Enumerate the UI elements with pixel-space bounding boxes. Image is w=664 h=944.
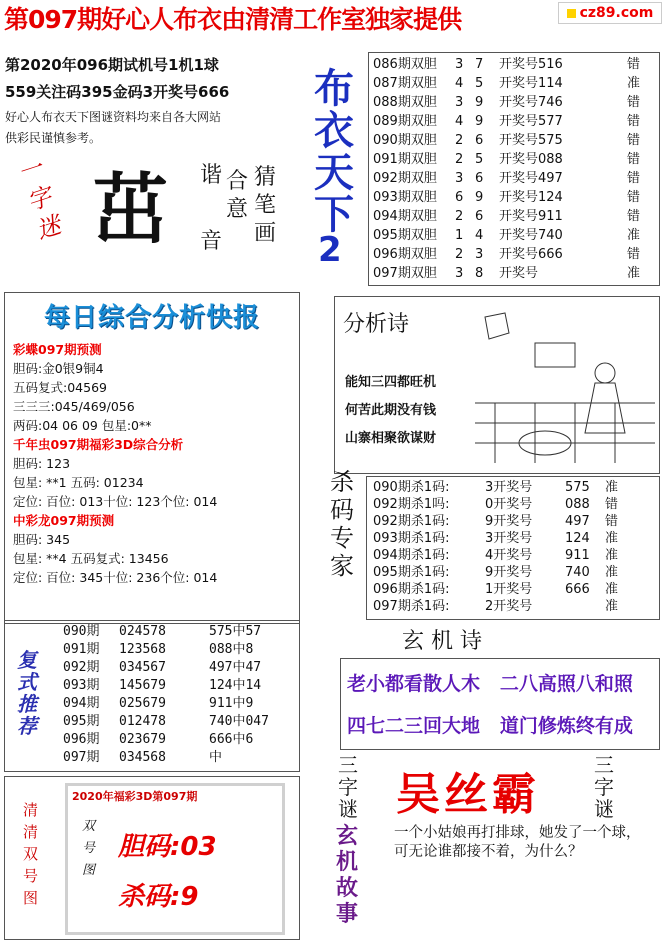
fushi-period: 092期 (63, 660, 100, 675)
dan-b: 7 (475, 57, 484, 72)
riddle-label-box (8, 153, 68, 280)
right-riddle-label: 三字谜 (594, 753, 614, 821)
shama-digit: 4开奖号 (485, 548, 533, 563)
period-label: 092期双胆 (373, 171, 437, 186)
fushi-result: 740中047 (209, 714, 269, 729)
shama-draw: 497 (565, 514, 590, 529)
draw-number: 开奖号740 (499, 228, 563, 243)
period-label: 086期双胆 (373, 57, 437, 72)
period-label: 090期双胆 (373, 133, 437, 148)
fushi-row (63, 677, 269, 695)
shuanghao-box-title: 2020年福彩3D第097期 (72, 790, 198, 803)
fushi-period: 096期 (63, 732, 100, 747)
shama-mark: 准 (605, 599, 619, 614)
dan-b: 4 (475, 228, 484, 243)
hint-char: 猜 (254, 165, 277, 190)
xuanji-panel (340, 658, 660, 750)
riddle-story-panel (334, 752, 658, 940)
fushi-result: 088中8 (209, 642, 254, 657)
dan-a: 3 (455, 95, 464, 110)
fushi-result: 666中6 (209, 732, 254, 747)
shama-draw: 124 (565, 531, 590, 546)
fushi-code: 023679 (119, 732, 166, 747)
shuangdan-row (373, 131, 655, 150)
shuangdan-row (373, 207, 655, 226)
period-label: 091期双胆 (373, 152, 437, 167)
dan-a: 3 (455, 57, 464, 72)
fushi-row (63, 749, 269, 767)
hint-col-2 (226, 168, 250, 224)
shama-mark: 准 (605, 548, 619, 563)
fushi-result: 497中47 (209, 660, 262, 675)
shama-row (373, 530, 653, 547)
shama-mark: 错 (605, 497, 619, 512)
hint-col-1 (254, 164, 278, 248)
shama-period: 094期杀1码: (373, 548, 450, 563)
dan-b: 9 (475, 95, 484, 110)
fushi-period: 097期 (63, 750, 100, 765)
hint-char: 意 (226, 197, 249, 222)
fushi-code: 145679 (119, 678, 166, 693)
fushi-row (63, 659, 269, 677)
poem-line: 能知三四都旺机 (345, 375, 437, 390)
period-label: 097期双胆 (373, 266, 437, 281)
draw-number: 开奖号911 (499, 209, 563, 224)
xuanji-line1: 老小都看散人木 二八高照八和照 (347, 673, 633, 695)
dan-a: 2 (455, 209, 464, 224)
period-label: 094期双胆 (373, 209, 437, 224)
poem-title: 分析诗 (343, 312, 410, 337)
fushi-row (63, 695, 269, 713)
dan-b: 6 (475, 209, 484, 224)
s1-line: 胆码:金0银9铜4 (13, 361, 104, 376)
poem-illustration (475, 303, 655, 469)
left-riddle-label: 三字谜 (338, 753, 358, 821)
shuanghao-box (65, 783, 285, 935)
dan-b: 6 (475, 133, 484, 148)
analysis-poem-panel (334, 296, 660, 474)
shuangdan-row (373, 74, 655, 93)
draw-number: 开奖号577 (499, 114, 563, 129)
brand-title: 布衣天下 (314, 66, 354, 238)
shama-digit: 3开奖号 (485, 531, 533, 546)
story-text: 一个小姑娘再打排球，她发了一个球，可无论谁都接不着，为什么？ (394, 825, 641, 860)
illustration-shape (485, 313, 509, 339)
illustration-wall (475, 403, 655, 463)
s1-line: 五码复式:04569 (13, 380, 107, 395)
draw-number: 开奖号666 (499, 247, 563, 262)
shama-row (373, 479, 653, 496)
shama-digit: 1开奖号 (485, 582, 533, 597)
dan-ma: 胆码:03 (118, 832, 217, 862)
result-mark: 错 (627, 247, 641, 262)
result-mark: 错 (627, 57, 641, 72)
dan-a: 3 (455, 171, 464, 186)
dan-b: 5 (475, 76, 484, 91)
shama-draw: 088 (565, 497, 590, 512)
illustration-wall-lines (475, 423, 655, 443)
shama-period: 093期杀1码: (373, 531, 450, 546)
fushi-code: 012478 (119, 714, 166, 729)
period-label: 088期双胆 (373, 95, 437, 110)
header-line4: 供彩民谨慎参考。 (5, 131, 102, 145)
result-mark: 错 (627, 133, 641, 148)
shama-row (373, 598, 653, 615)
result-mark: 错 (627, 190, 641, 205)
shuangdan-row (373, 112, 655, 131)
draw-number: 开奖号575 (499, 133, 563, 148)
shuangdan-row (373, 93, 655, 112)
shama-mark: 准 (605, 582, 619, 597)
riddle-big-text: 吴丝霸 (396, 769, 540, 820)
fushi-code: 024578 (119, 624, 166, 639)
s3-line: 包星: **4 五码复式: 13456 (13, 551, 169, 566)
fushi-code: 025679 (119, 696, 166, 711)
s1-line: 三三三:045/469/056 (13, 399, 135, 414)
brand-number: 2 (318, 230, 342, 270)
shama-period: 097期杀1码: (373, 599, 450, 614)
shama-mark: 错 (605, 514, 619, 529)
period-label: 087期双胆 (373, 76, 437, 91)
fushi-code: 034567 (119, 660, 166, 675)
riddle-label: 一字迷 (14, 153, 65, 245)
hint-col-3 (200, 162, 224, 256)
dan-a: 2 (455, 152, 464, 167)
fushi-result: 中 (209, 750, 223, 765)
shama-row (373, 564, 653, 581)
dan-a: 2 (455, 247, 464, 262)
shuangdan-row (373, 55, 655, 74)
dan-a: 1 (455, 228, 464, 243)
period-label: 096期双胆 (373, 247, 437, 262)
period-label: 095期双胆 (373, 228, 437, 243)
result-mark: 错 (627, 95, 641, 110)
fushi-period: 090期 (63, 624, 100, 639)
watermark-text: cz89.com (579, 5, 654, 21)
fushi-row (63, 713, 269, 731)
shama-draw: 911 (565, 548, 590, 563)
fushi-row (63, 641, 269, 659)
header-block (5, 54, 305, 146)
result-mark: 错 (627, 171, 641, 186)
shama-label: 杀码专家 (330, 468, 354, 580)
shuangdan-table (368, 52, 660, 286)
draw-number: 开奖号124 (499, 190, 563, 205)
s2-line: 包星: **1 五码: 01234 (13, 475, 144, 490)
result-mark: 准 (627, 228, 641, 243)
fushi-code: 034568 (119, 750, 166, 765)
story-label: 玄机故事 (336, 824, 359, 927)
shama-digit: 2开奖号 (485, 599, 533, 614)
fushi-row (63, 731, 269, 749)
shuangdan-row (373, 150, 655, 169)
period-label: 089期双胆 (373, 114, 437, 129)
shuangdan-row (373, 264, 655, 283)
shama-table (366, 476, 660, 620)
s2-line: 胆码: 123 (13, 456, 71, 471)
fushi-row (63, 623, 269, 641)
shuangdan-row (373, 245, 655, 264)
period-label: 093期双胆 (373, 190, 437, 205)
shama-mark: 准 (605, 565, 619, 580)
shama-row (373, 581, 653, 598)
dan-b: 5 (475, 152, 484, 167)
fushi-period: 091期 (63, 642, 100, 657)
fushi-period: 093期 (63, 678, 100, 693)
shuanghao-side: 双号图 (82, 819, 96, 878)
shama-row (373, 547, 653, 564)
section3-title: 中彩龙097期预测 (13, 513, 115, 528)
result-mark: 准 (627, 266, 641, 281)
shuangdan-row (373, 226, 655, 245)
s3-line: 胆码: 345 (13, 532, 71, 547)
dan-b: 6 (475, 171, 484, 186)
draw-number: 开奖号516 (499, 57, 563, 72)
dan-a: 4 (455, 114, 464, 129)
shama-period: 090期杀1码: (373, 480, 450, 495)
poem-line: 何苦此期没有钱 (345, 403, 437, 418)
dan-b: 8 (475, 266, 484, 281)
hint-char: 笔 (254, 193, 277, 218)
dan-b: 9 (475, 190, 484, 205)
result-mark: 错 (627, 152, 641, 167)
draw-number: 开奖号088 (499, 152, 563, 167)
result-mark: 错 (627, 114, 641, 129)
shama-period: 096期杀1码: (373, 582, 450, 597)
result-mark: 错 (627, 209, 641, 224)
dan-a: 2 (455, 133, 464, 148)
sha-ma: 杀码:9 (118, 882, 199, 912)
shama-draw: 575 (565, 480, 590, 495)
s2-line: 定位: 百位: 013十位: 123个位: 014 (13, 494, 218, 509)
dan-b: 9 (475, 114, 484, 129)
fushi-label: 复式推荐 (17, 648, 37, 738)
xuanji-title: 玄 机 诗 (402, 629, 482, 654)
illustration-body (585, 383, 625, 433)
dan-b: 3 (475, 247, 484, 262)
draw-number: 开奖号 (499, 266, 539, 281)
shuanghao-panel (4, 776, 300, 940)
poem-line: 山寨相聚欲谋财 (345, 431, 437, 446)
shama-mark: 准 (605, 480, 619, 495)
s1-line: 两码:04 06 09 包星:0** (13, 418, 152, 433)
draw-number: 开奖号114 (499, 76, 563, 91)
section1-title: 彩蝶097期预测 (13, 342, 102, 357)
shuanghao-label: 清清双号图 (23, 801, 39, 907)
s3-line: 定位: 百位: 345十位: 236个位: 014 (13, 570, 218, 585)
riddle-hints (196, 162, 296, 282)
fushi-period: 094期 (63, 696, 100, 711)
hint-char: 画 (254, 221, 277, 246)
shama-digit: 3开奖号 (485, 480, 533, 495)
daily-analysis-panel (4, 292, 300, 624)
shuangdan-row (373, 188, 655, 207)
fushi-result: 124中14 (209, 678, 262, 693)
hint-char: 谐 (200, 163, 223, 188)
header-line2: 559关注码395金码3开奖号666 (5, 83, 230, 101)
fushi-result: 911中9 (209, 696, 254, 711)
shama-mark: 准 (605, 531, 619, 546)
shama-draw: 740 (565, 565, 590, 580)
header-line3: 好心人布衣天下图谜资料均来自各大网站 (5, 110, 222, 124)
daily-banner: 每日综合分析快报 (43, 303, 260, 333)
dan-a: 4 (455, 76, 464, 91)
shama-period: 095期杀1码: (373, 565, 450, 580)
draw-number: 开奖号497 (499, 171, 563, 186)
fushi-period: 095期 (63, 714, 100, 729)
section2-title: 千年虫097期福彩3D综合分析 (13, 437, 184, 452)
fushi-result: 575中57 (209, 624, 262, 639)
dan-a: 6 (455, 190, 464, 205)
hint-char: 合 (226, 169, 249, 194)
shama-digit: 9开奖号 (485, 514, 533, 529)
shuangdan-row (373, 169, 655, 188)
fushi-panel (4, 620, 300, 772)
draw-number: 开奖号746 (499, 95, 563, 110)
page-title: 第097期好心人布衣由清清工作室独家提供 (4, 5, 462, 34)
shama-row (373, 513, 653, 530)
riddle-char: 茁 (92, 165, 168, 254)
header-line1: 第2020年096期试机号1机1球 (5, 56, 219, 74)
illustration-head (595, 363, 615, 383)
shama-digit: 9开奖号 (485, 565, 533, 580)
shama-draw (565, 598, 605, 615)
shama-draw: 666 (565, 582, 590, 597)
shama-period: 092期杀1吗: (373, 497, 450, 512)
fushi-code: 123568 (119, 642, 166, 657)
dan-a: 3 (455, 266, 464, 281)
xuanji-line2: 四七二三回大地 道门修炼终有成 (347, 715, 633, 737)
result-mark: 准 (627, 76, 641, 91)
shama-period: 092期杀1码: (373, 514, 450, 529)
illustration-box (535, 343, 575, 367)
shama-digit: 0开奖号 (485, 497, 533, 512)
hint-char: 音 (200, 229, 223, 254)
shama-row (373, 496, 653, 513)
